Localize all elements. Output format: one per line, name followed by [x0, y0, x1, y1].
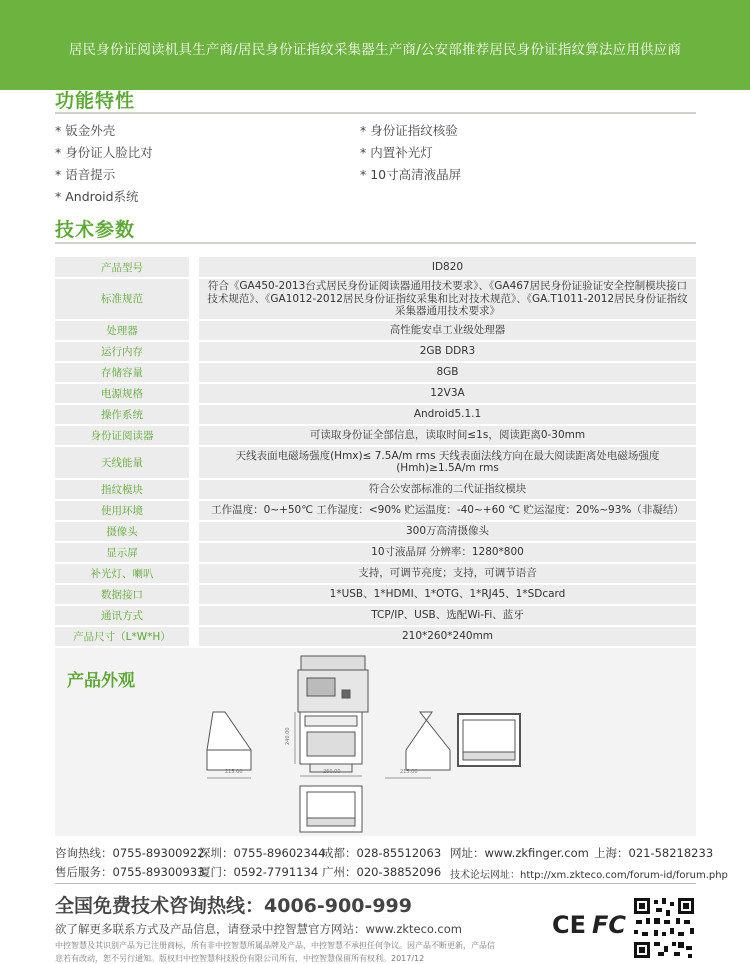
spec-key: 通讯方式 — [55, 606, 189, 625]
spec-key: 指纹模块 — [55, 480, 189, 499]
spec-gap — [189, 321, 199, 340]
spec-gap — [189, 405, 199, 424]
spec-value: ID820 — [199, 257, 696, 277]
spec-row — [55, 384, 696, 403]
product-back-view — [458, 714, 520, 766]
spec-row — [55, 363, 696, 382]
contact-guangzhou: 广州：020-38852096 — [322, 865, 442, 879]
contact-xiamen: 厦门：0592-7791134 — [199, 865, 319, 879]
spec-gap — [189, 627, 199, 646]
product-front-top-view — [298, 656, 368, 712]
spec-value: Android5.1.1 — [199, 405, 696, 424]
contact-shenzhen: 深圳：0755-89602344 — [199, 846, 326, 860]
specs-divider — [55, 242, 696, 244]
spec-table — [55, 255, 696, 648]
appearance-panel — [55, 648, 696, 836]
features-divider — [55, 112, 696, 114]
spec-value: 210*260*240mm — [199, 627, 696, 646]
contact-chengdu: 成都：028-85512063 — [322, 846, 442, 860]
feature-item: * 钣金外壳 — [55, 123, 116, 138]
feature-item: * 内置补光灯 — [360, 145, 433, 160]
spec-key: 操作系统 — [55, 405, 189, 424]
spec-row — [55, 480, 696, 499]
features-title: 功能特性 — [55, 90, 136, 112]
spec-key: 数据接口 — [55, 585, 189, 604]
spec-value: 12V3A — [199, 384, 696, 403]
spec-row — [55, 543, 696, 562]
spec-value: 高性能安卓工业级处理器 — [199, 321, 696, 340]
contact-forum[interactable]: 技术论坛网址：http://xm.zkteco.com/forum-id/forum.php — [450, 870, 728, 881]
spec-key: 补光灯、喇叭 — [55, 564, 189, 583]
spec-key: 摄像头 — [55, 522, 189, 541]
spec-gap — [189, 363, 199, 382]
footer-divider — [55, 883, 696, 884]
contact-consult: 咨询热线：0755-89300922 — [55, 846, 205, 860]
product-left-side-view — [207, 712, 251, 778]
spec-row — [55, 279, 696, 319]
product-right-side-view — [385, 712, 450, 778]
fcc-mark: FC — [592, 911, 627, 939]
spec-row — [55, 447, 696, 478]
website-info: 欲了解更多联系方式及产品信息，请登录中控智慧官方网站：www.zkteco.com — [55, 922, 462, 936]
spec-row — [55, 257, 696, 277]
spec-row — [55, 585, 696, 604]
spec-row — [55, 405, 696, 424]
spec-row — [55, 321, 696, 340]
feature-item: * 语音提示 — [55, 167, 116, 182]
spec-key: 运行内存 — [55, 342, 189, 361]
spec-row — [55, 627, 696, 646]
spec-value: 符合《GA450-2013台式居民身份证阅读器通用技术要求》、《GA467居民身份证验证安全控制模块接口技术规范》、《GA1012-2012居民身份证指纹采集和比对技术规范》、《GA.T1011-2012居民身份证指纹采集器通用技术要求》 — [199, 279, 696, 319]
spec-key: 显示屏 — [55, 543, 189, 562]
hotline: 全国免费技术咨询热线：4006-900-999 — [55, 895, 412, 917]
svg-text:240.00: 240.00 — [285, 727, 291, 745]
spec-value: TCP/IP、USB、选配Wi-Fi、蓝牙 — [199, 606, 696, 625]
spec-gap — [189, 480, 199, 499]
feature-item: * Android系统 — [55, 189, 139, 204]
spec-key: 身份证阅读器 — [55, 426, 189, 445]
spec-key: 电源规格 — [55, 384, 189, 403]
spec-row — [55, 564, 696, 583]
spec-gap — [189, 447, 199, 478]
product-bottom-view — [300, 786, 362, 832]
spec-key: 标准规范 — [55, 279, 189, 319]
contact-aftersales: 售后服务：0755-89300933 — [55, 865, 205, 879]
disclaimer-line1: 中控智慧及其识别产品为已注册商标，所有非中控智慧所属品牌及产品，中控智慧不承担任何争议。因产品不断更新，产品信 — [55, 941, 495, 950]
spec-gap — [189, 384, 199, 403]
spec-gap — [189, 501, 199, 520]
spec-row — [55, 522, 696, 541]
spec-row — [55, 342, 696, 361]
disclaimer-line2: 息若有改动，恕不另行通知。版权归中控智慧科技股份有限公司所有，中控智慧保留所有权利。2017/12 — [55, 954, 425, 963]
spec-key: 使用环境 — [55, 501, 189, 520]
spec-gap — [189, 522, 199, 541]
specs-title: 技术参数 — [55, 219, 136, 241]
spec-value: 可读取身份证全部信息，读取时间≤1s，阅读距离0-30mm — [199, 426, 696, 445]
spec-key: 天线能量 — [55, 447, 189, 478]
svg-text:215.00: 215.00 — [400, 769, 418, 775]
feature-item: * 10寸高清液晶屏 — [360, 167, 462, 182]
spec-gap — [189, 257, 199, 277]
contact-website[interactable]: 网址：www.zkfinger.com — [450, 846, 589, 860]
spec-gap — [189, 426, 199, 445]
spec-gap — [189, 606, 199, 625]
feature-item: * 身份证人脸比对 — [55, 145, 153, 160]
contact-shanghai: 上海：021-58218233 — [594, 846, 714, 860]
spec-value: 10寸液晶屏 分辨率：1280*800 — [199, 543, 696, 562]
banner-text: 居民身份证阅读机具生产商/居民身份证指纹采集器生产商/公安部推荐居民身份证指纹算法应用供应商 — [68, 42, 682, 58]
spec-key: 产品型号 — [55, 257, 189, 277]
top-banner — [0, 0, 750, 90]
svg-text:260.00: 260.00 — [323, 769, 341, 775]
spec-value: 工作温度：0~+50℃ 工作湿度：<90% 贮运温度：-40~+60 ℃ 贮运湿度：20%~93%（非凝结） — [199, 501, 696, 520]
appearance-title: 产品外观 — [67, 671, 135, 691]
spec-key: 产品尺寸（L*W*H） — [55, 627, 189, 646]
product-drawings — [55, 648, 696, 836]
spec-value: 2GB DDR3 — [199, 342, 696, 361]
spec-gap — [189, 564, 199, 583]
spec-gap — [189, 279, 199, 319]
feature-item: * 身份证指纹核验 — [360, 123, 458, 138]
spec-gap — [189, 585, 199, 604]
spec-gap — [189, 543, 199, 562]
svg-text:215.00: 215.00 — [225, 769, 243, 775]
spec-value: 300万高清摄像头 — [199, 522, 696, 541]
spec-value: 1*USB、1*HDMI、1*OTG、1*RJ45、1*SDcard — [199, 585, 696, 604]
spec-row — [55, 426, 696, 445]
spec-row — [55, 501, 696, 520]
product-front-dimension-view — [285, 712, 362, 776]
spec-gap — [189, 342, 199, 361]
spec-key: 处理器 — [55, 321, 189, 340]
qr-code-icon — [632, 896, 696, 960]
spec-row — [55, 606, 696, 625]
spec-value: 8GB — [199, 363, 696, 382]
spec-value: 天线表面电磁场强度(Hmx)≤ 7.5A/m rms 天线表面法线方向在最大阅读距离处电磁场强度(Hmh)≥1.5A/m rms — [199, 447, 696, 478]
spec-value: 支持，可调节亮度；支持，可调节语音 — [199, 564, 696, 583]
spec-value: 符合公安部标准的二代证指纹模块 — [199, 480, 696, 499]
ce-mark: CE — [552, 911, 587, 939]
spec-key: 存储容量 — [55, 363, 189, 382]
